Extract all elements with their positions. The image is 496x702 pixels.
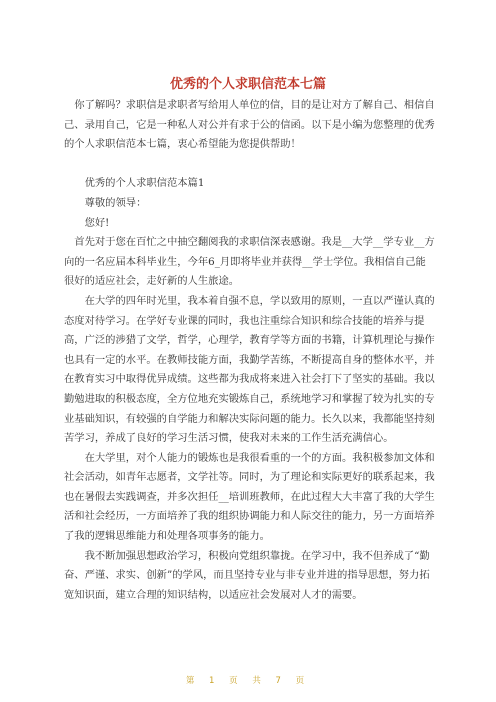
body-paragraph: 在大学的四年时光里，我本着自强不息，学以致用的原则，一直以严谨认真的态度对待学习。在学好专业课的同时，我也注重综合知识和综合技能的培养与提高，广泛的涉猎了文学，哲学，心理学，教育学等方面的书籍，计算机理论与操作也具有一定的水平。在教师技能方面，我勤学苦练，不断提高自身的整体水平，并在教育实习中取得优异成绩。这些都为我成将来进入社会打下了坚实的基础。我以勤勉进取的积极态度，全方位地充实锻炼自己，系统地学习和掌握了较为扎实的专业基础知识，有较强的自学能力和解决实际问题的能力。长久以来，我都能坚持刻苦学习，养成了良好的学习生活习惯，使我对未来的工作生活充满信心。 <box>64 294 435 445</box>
document-title: 优秀的个人求职信范本七篇 <box>169 77 326 92</box>
salutation: 尊敬的领导： <box>84 196 147 209</box>
section-heading: 优秀的个人求职信范本篇1 <box>84 177 205 190</box>
intro-paragraph: 你了解吗？求职信是求职者写给用人单位的信，目的是让对方了解自己、相信自己、录用自己，它是一种私人对公并有求于公的信函。以下是小编为您整理的优秀的个人求职信范本七篇，衷心希望能为您提供帮助！ <box>64 99 435 151</box>
paragraph-spacer <box>64 155 436 175</box>
body-paragraph: 首先对于您在百忙之中抽空翻阅我的求职信深表感谢。我是__大学__学专业__方向的一名应届本科毕业生，今年6_月即将毕业并获得__学士学位。我相信自己能很好的适应社会，走好新的人生旅途。 <box>64 236 435 288</box>
body-paragraph: 我不断加强思想政治学习，积极向党组织靠拢。在学习中，我不但养成了“勤奋、严谨、求实、创新”的学风，而且坚持专业与非专业并进的指导思想，努力拓宽知识面，建立合理的知识结构，以适应社会发展对人才的需要。 <box>64 549 430 601</box>
body-paragraph: 在大学里，对个人能力的锻炼也是我很看重的一个的方面。我积极参加文体和社会活动，如青年志愿者，文学社等。同时，为了理论和实际更好的联系起来，我也在暑假去实践调查，并多次担任__培训班教师，在此过程大大丰富了我的大学生活和社会经历，一方面培养了我的组织协调能力和人际交往的能力，另一方面培养了我的逻辑思维能力和处理各项事务的能力。 <box>64 451 435 543</box>
page-footer: 第 1 页 共 7 页 <box>185 676 311 686</box>
document-body <box>64 96 436 605</box>
greeting: 您好! <box>84 216 110 229</box>
